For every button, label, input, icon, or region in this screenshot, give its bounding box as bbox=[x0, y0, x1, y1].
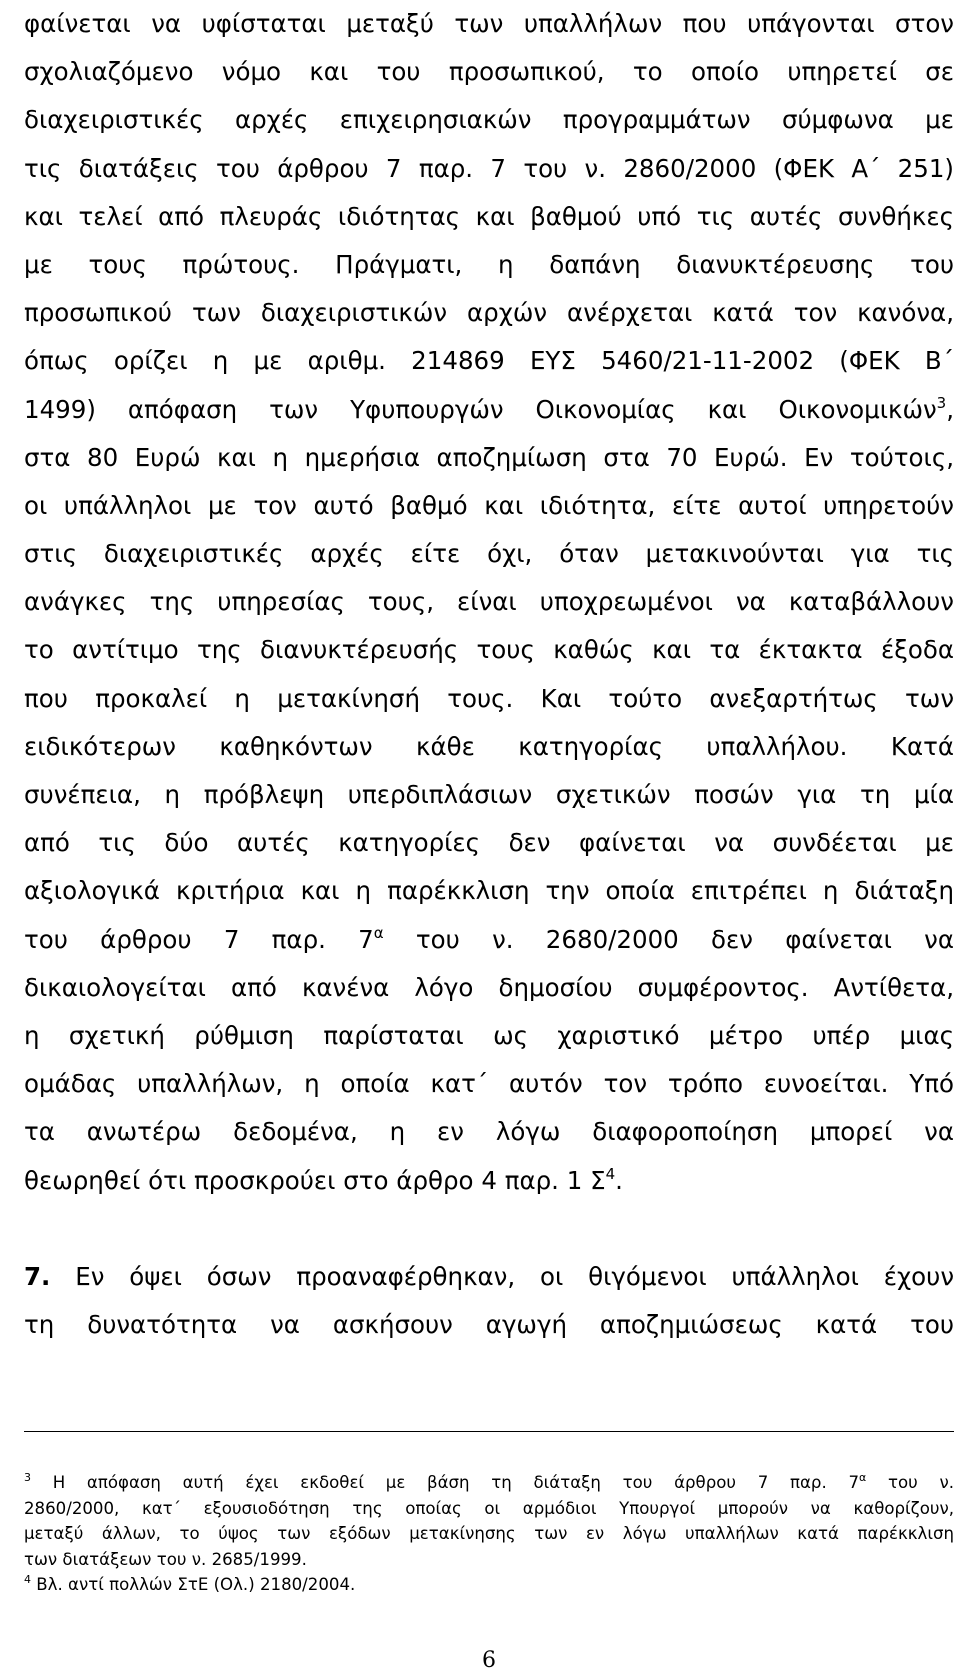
text-line: προσωπικού των διαχειριστικών αρχών ανέρχεται κατά τον κανόνα, bbox=[24, 298, 954, 328]
text-line-with-footnote-ref bbox=[24, 1157, 954, 1205]
body-text bbox=[24, 0, 954, 1349]
text-line: συνέπεια, η πρόβλεψη υπερδιπλάσιων σχετικών ποσών για τη μία bbox=[24, 780, 954, 809]
footnote-3-line: μεταξύ άλλων, το ύψος των εξόδων μετακίνησης των εν λόγω υπαλλήλων κατά παρέκκλιση bbox=[24, 1524, 954, 1543]
superscript-alpha: α bbox=[373, 923, 384, 942]
text-line: σχολιαζόμενο νόμο και του προσωπικού, το οποίο υπηρετεί σε bbox=[24, 57, 954, 87]
footnote-number: 4 bbox=[24, 1573, 31, 1586]
text-segment: , bbox=[946, 394, 954, 424]
footnote-reference[interactable]: 4 bbox=[605, 1164, 616, 1183]
footnotes bbox=[24, 1470, 954, 1598]
text-line: τις διατάξεις του άρθρου 7 παρ. 7 του ν. 2860/2000 (ΦΕΚ Α΄ 251) bbox=[24, 153, 954, 183]
text-line: στις διαχειριστικές αρχές είτε όχι, όταν μετακινούνται για τις bbox=[24, 539, 954, 569]
text-line: με τους πρώτους. Πράγματι, η δαπάνη διανυκτέρευσης του bbox=[24, 249, 954, 279]
paragraph-number: 7. bbox=[24, 1261, 51, 1291]
page-number: 6 bbox=[482, 1648, 496, 1673]
text-segment: . bbox=[615, 1165, 623, 1195]
text-segment: Εν όψει όσων προαναφέρθηκαν, οι θιγόμενοι υπάλληλοι έχουν bbox=[50, 1261, 954, 1291]
text-line: ειδικότερων καθηκόντων κάθε κατηγορίας υπαλλήλου. Κατά bbox=[24, 731, 954, 761]
text-segment: Βλ. αντί πολλών ΣτΕ (Ολ.) 2180/2004. bbox=[31, 1575, 356, 1594]
text-line: στα 80 Ευρώ και η ημερήσια αποζημίωση στα 70 Ευρώ. Εν τούτοις, bbox=[24, 442, 954, 472]
text-segment: θεωρηθεί ότι προσκρούει στο άρθρο 4 παρ. 1 Σ bbox=[24, 1165, 606, 1195]
footnote-reference[interactable]: 3 bbox=[936, 393, 947, 412]
text-segment: Η απόφαση αυτή έχει εκδοθεί με βάση τη διάταξη του άρθρου 7 παρ. 7 bbox=[31, 1473, 859, 1492]
text-line: που προκαλεί η μετακίνησή τους. Και τούτο ανεξαρτήτως των bbox=[24, 683, 954, 713]
text-line: ανάγκες της υπηρεσίας τους, είναι υποχρεωμένοι να καταβάλλουν bbox=[24, 587, 954, 617]
text-line: από τις δύο αυτές κατηγορίες δεν φαίνεται να συνδέεται με bbox=[24, 828, 954, 858]
text-line: ομάδας υπαλλήλων, η οποία κατ΄ αυτόν τον τρόπο ευνοείται. Υπό bbox=[24, 1069, 954, 1099]
text-line: τα ανωτέρω δεδομένα, η εν λόγω διαφοροποίηση μπορεί να bbox=[24, 1117, 954, 1147]
text-line-paragraph-start bbox=[24, 1253, 954, 1301]
paragraph-spacer bbox=[24, 1205, 954, 1253]
text-line: διαχειριστικές αρχές επιχειρησιακών προγραμμάτων σύμφωνα με bbox=[24, 105, 954, 135]
text-line-with-footnote-ref bbox=[24, 386, 954, 434]
text-segment: 1499) απόφαση των Υφυπουργών Οικονομίας και Οικονομικών bbox=[24, 394, 937, 424]
text-line: όπως ορίζει η με αριθμ. 214869 ΕΥΣ 5460/21-11-2002 (ΦΕΚ Β΄ bbox=[24, 346, 954, 376]
footnote-separator bbox=[24, 1431, 954, 1432]
footnote-number: 3 bbox=[24, 1471, 31, 1484]
text-line: οι υπάλληλοι με τον αυτό βαθμό και ιδιότητα, είτε αυτοί υπηρετούν bbox=[24, 490, 954, 520]
text-line-with-superscript bbox=[24, 916, 954, 964]
text-line: τη δυνατότητα να ασκήσουν αγωγή αποζημιώσεως κατά του bbox=[24, 1310, 954, 1340]
footnote-3-line bbox=[24, 1470, 954, 1496]
text-line: αξιολογικά κριτήρια και η παρέκκλιση την οποία επιτρέπει η διάταξη bbox=[24, 876, 954, 906]
text-segment: του άρθρου 7 παρ. 7 bbox=[24, 924, 374, 954]
text-line: δικαιολογείται από κανένα λόγο δημοσίου συμφέροντος. Αντίθετα, bbox=[24, 972, 954, 1002]
text-line: φαίνεται να υφίσταται μεταξύ των υπαλλήλων που υπάγονται στον bbox=[24, 9, 954, 38]
footnote-3-line: 2860/2000, κατ΄ εξουσιοδότηση της οποίας οι αρμόδιοι Υπουργοί μπορούν να καθορίζουν, bbox=[24, 1498, 954, 1518]
superscript-alpha: α bbox=[859, 1471, 867, 1484]
footnote-4-line bbox=[24, 1572, 954, 1598]
text-line: το αντίτιμο της διανυκτέρευσής τους καθώς και τα έκτακτα έξοδα bbox=[24, 635, 954, 665]
footnote-3-line: των διατάξεων του ν. 2685/1999. bbox=[24, 1549, 307, 1569]
text-segment: του ν. 2680/2000 δεν φαίνεται να bbox=[383, 924, 954, 954]
text-line: η σχετική ρύθμιση παρίσταται ως χαριστικό μέτρο υπέρ μιας bbox=[24, 1020, 954, 1050]
document-page bbox=[24, 0, 954, 1678]
text-line: και τελεί από πλευράς ιδιότητας και βαθμού υπό τις αυτές συνθήκες bbox=[24, 201, 954, 231]
text-segment: του ν. bbox=[866, 1473, 954, 1492]
